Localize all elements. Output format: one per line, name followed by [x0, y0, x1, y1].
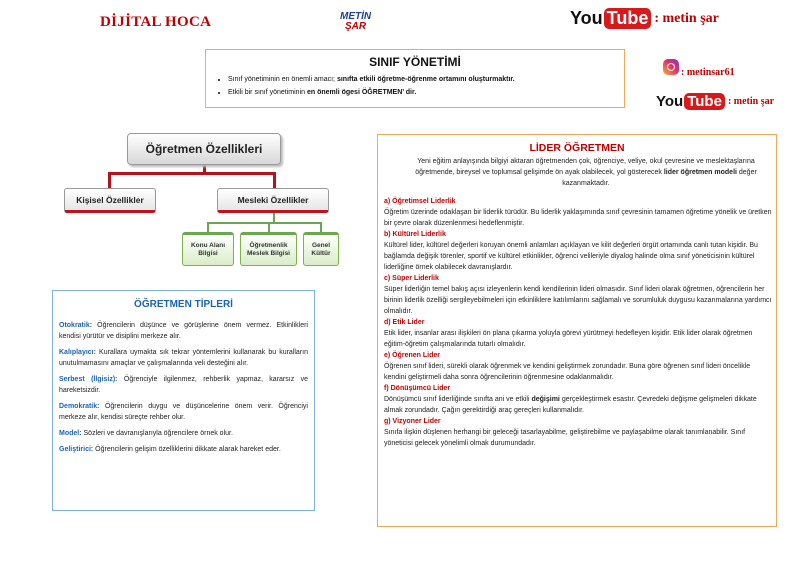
- brand-title: DİJİTAL HOCA: [100, 14, 212, 30]
- leader-teacher-box: [377, 134, 777, 527]
- section-text-part: gerçekleştirmek esastır. Çevredeki değişme gelişmeleri dikkate almak zorundadır. Çağın gerektirdiği araç gereçleri kullanmalıdır.: [384, 396, 757, 414]
- section-text: Öğretim üzerinde odaklaşan bir liderlik türüdür. Bu liderlik yaklaşımında sınıf çevresinin tamamen öğretime yönelik ve üretken bir çevre olarak düzenlenmesi hedeflenmiştir.: [384, 209, 772, 227]
- leader-intro: [402, 156, 770, 189]
- intro-text-end: değer kazanmaktadır.: [562, 169, 757, 187]
- diagram-node-personal: Kişisel Özellikler: [64, 188, 156, 213]
- list-item: [59, 374, 308, 396]
- section-text: Sınıfa ilişkin düşlenen herhangi bir geleceği tasarlayabilme, geliştirebilme ve paylaşabilme olarak tanımlanabilir. Sınıf yöneticisi gelecek yönelimli olmak durumundadır.: [384, 429, 746, 447]
- section-text: [384, 394, 772, 416]
- youtube-logo-tube: Tube: [604, 8, 652, 29]
- bullet-item: [228, 86, 515, 99]
- list-item: [59, 444, 308, 455]
- diagram-root-node: Öğretmen Özellikleri: [127, 133, 281, 165]
- connector-line: [320, 222, 322, 232]
- teacher-types-box: [52, 290, 315, 511]
- section-heading: g) Vizyoner Lider: [384, 418, 441, 425]
- type-label: Kalıplayıcı:: [59, 349, 96, 356]
- section-text: Öğrenen sınıf lideri, sürekli olarak öğrenmek ve kendini geliştirmek zorundadır. Buna göre öğrenen sınıf lideri öncelikle kendini geliştirmeli daha sonra öğrencilerinin öğrenmesine odaklanmalıdır.: [384, 363, 751, 381]
- diagram-node-pedagogy: [240, 232, 297, 266]
- youtube-channel-link-side[interactable]: [656, 93, 774, 110]
- type-text: Sözleri ve davranışlarıyla öğrencilere örnek olur.: [81, 430, 233, 437]
- teacher-traits-diagram: [60, 125, 330, 275]
- diagram-node-subject-knowledge: [182, 232, 234, 266]
- section-heading: a) Öğretimsel Liderlik: [384, 198, 456, 205]
- intro-bold: lider öğretmen modeli: [663, 169, 737, 176]
- node-line: Konu Alanı: [190, 242, 226, 249]
- list-item: [59, 320, 308, 342]
- diagram-node-general-culture: [303, 232, 339, 266]
- teacher-types-list: [59, 320, 308, 460]
- connector-line: [207, 222, 209, 232]
- bullet-text: Etkili bir sınıf yönetiminin: [228, 89, 307, 96]
- list-item: [59, 428, 308, 439]
- type-label: Model:: [59, 430, 82, 437]
- section-heading: b) Kültürel Liderlik: [384, 231, 446, 238]
- instagram-icon[interactable]: [663, 59, 679, 75]
- youtube-logo-you: You: [570, 8, 603, 28]
- youtube-logo-you: You: [656, 93, 684, 110]
- section-text: Etik lider, insanlar arası ilişkileri ön plana çıkarma yoluyla görevi yürütmeyi hedefleyen kişidir. Etik lider olarak öğretmen eğitim-öğretim çalışmalarında tutarlı olmalıdır.: [384, 330, 753, 348]
- type-label: Serbest (İlgisiz):: [59, 376, 118, 383]
- type-text: Öğrencilerin düşünce ve görüşlerine önem vermez. Etkinlikleri kendisi yürütür ve disiplini merkeze alır.: [59, 322, 308, 340]
- section-heading: e) Öğrenen Lider: [384, 352, 441, 359]
- section-heading: d) Etik Lider: [384, 319, 425, 326]
- list-item: [59, 347, 308, 369]
- youtube-logo-tube: Tube: [684, 93, 725, 110]
- bullet-bold: en önemli ögesi ÖĞRETMEN’ dir.: [306, 89, 417, 96]
- type-text: Öğrencilerin gelişim özelliklerini dikkate alarak hareket eder.: [93, 446, 281, 453]
- connector-line: [207, 222, 322, 224]
- list-item: [59, 401, 308, 423]
- type-label: Geliştirici:: [59, 446, 94, 453]
- classroom-management-bullets: [218, 73, 515, 99]
- section-text: Kültürel lider, kültürel değerleri koruyan önemli anlamları açıklayan ve kilit değerleri örgüt ortamında canlı tutan kişidir. Bu bağlamda değişik törenler, sportif ve kültürel etkinlikler, öğrenci velileriyle diyalog halinde olma sınıf yöneticisinin kültürel liderliğine örnek olabilecek davranışlardır.: [384, 242, 758, 271]
- connector-line: [273, 172, 276, 188]
- metin-sar-logo: [340, 12, 371, 32]
- leader-sections: [384, 196, 772, 449]
- youtube-channel-link-top[interactable]: [570, 8, 719, 29]
- classroom-management-title: SINIF YÖNETİMİ: [369, 55, 461, 69]
- node-line: Öğretmenlik: [249, 242, 288, 249]
- node-line: Genel: [311, 242, 331, 249]
- connector-line: [108, 172, 276, 175]
- type-label: Otokratik:: [59, 322, 93, 329]
- node-line: Bilgisi: [198, 250, 218, 257]
- node-line: Meslek Bilgisi: [247, 250, 290, 257]
- logo-line-1: METİN: [340, 11, 372, 22]
- classroom-management-box: [205, 49, 625, 108]
- section-text-bold: değişimi: [531, 396, 560, 403]
- section-heading: c) Süper Liderlik: [384, 275, 439, 282]
- bullet-text: Sınıf yönetiminin en önemli amacı;: [228, 76, 337, 83]
- bullet-bold: sınıfta etkili öğretme-öğrenme ortamını oluşturmaktır.: [336, 76, 515, 83]
- youtube-channel-name: : metin şar: [727, 96, 775, 107]
- diagram-node-professional: Mesleki Özellikler: [217, 188, 329, 213]
- type-label: Demokratik:: [59, 403, 100, 410]
- type-text: Öğrenciyle ilgilenmez, rehberlik yapmaz, kararsız ve hareketsizdir.: [59, 376, 308, 394]
- section-text: Süper liderliğin temel bakış açısı izleyenlerin kendi kendilerinin lideri olmasıdır. Sınıf lideri olarak öğretmen, öğrencilerin her birinin liderlik özelliği sergileyebilmeleri için etkinliklere katılımlarını sağlamalı ve sorumluluk duygusu kazanmalarına yardımcı olmalıdır.: [384, 286, 772, 315]
- intro-text: Yeni eğitim anlayışında bilgiyi aktaran öğretmenden çok, öğrenciye, veliye, okul çevresine ve meslektaşlarına öğretmende, bireysel ve toplumsal gelişimde ön ayak olabilecek, yol gösterecek: [415, 158, 755, 176]
- logo-line-2: ŞAR: [344, 21, 367, 32]
- type-text: Kurallara uymakta sık tekrar yöntemlerini kullanarak bu kuralların unutulmamasını amaçlar ve çalışmalarında veli desteğini alır.: [59, 349, 308, 367]
- section-heading: f) Dönüşümcü Lider: [384, 385, 451, 392]
- youtube-channel-name: : metin şar: [654, 10, 719, 26]
- type-text: Öğrencilerin duygu ve düşüncelerine önem verir. Öğrenciyi merkeze alır, kendisi süreçte rehber olur.: [59, 403, 308, 421]
- connector-line: [268, 222, 270, 232]
- teacher-types-title: ÖĞRETMEN TİPLERİ: [134, 299, 233, 310]
- connector-line: [108, 172, 111, 188]
- bullet-item: [228, 73, 515, 86]
- leader-teacher-title: LİDER ÖĞRETMEN: [529, 142, 625, 154]
- section-text-part: Dönüşümcü sınıf liderliğinde sınıfta ani ve etkili: [384, 396, 532, 403]
- node-line: Kültür: [311, 250, 331, 257]
- instagram-handle[interactable]: : metinsar61: [681, 67, 735, 78]
